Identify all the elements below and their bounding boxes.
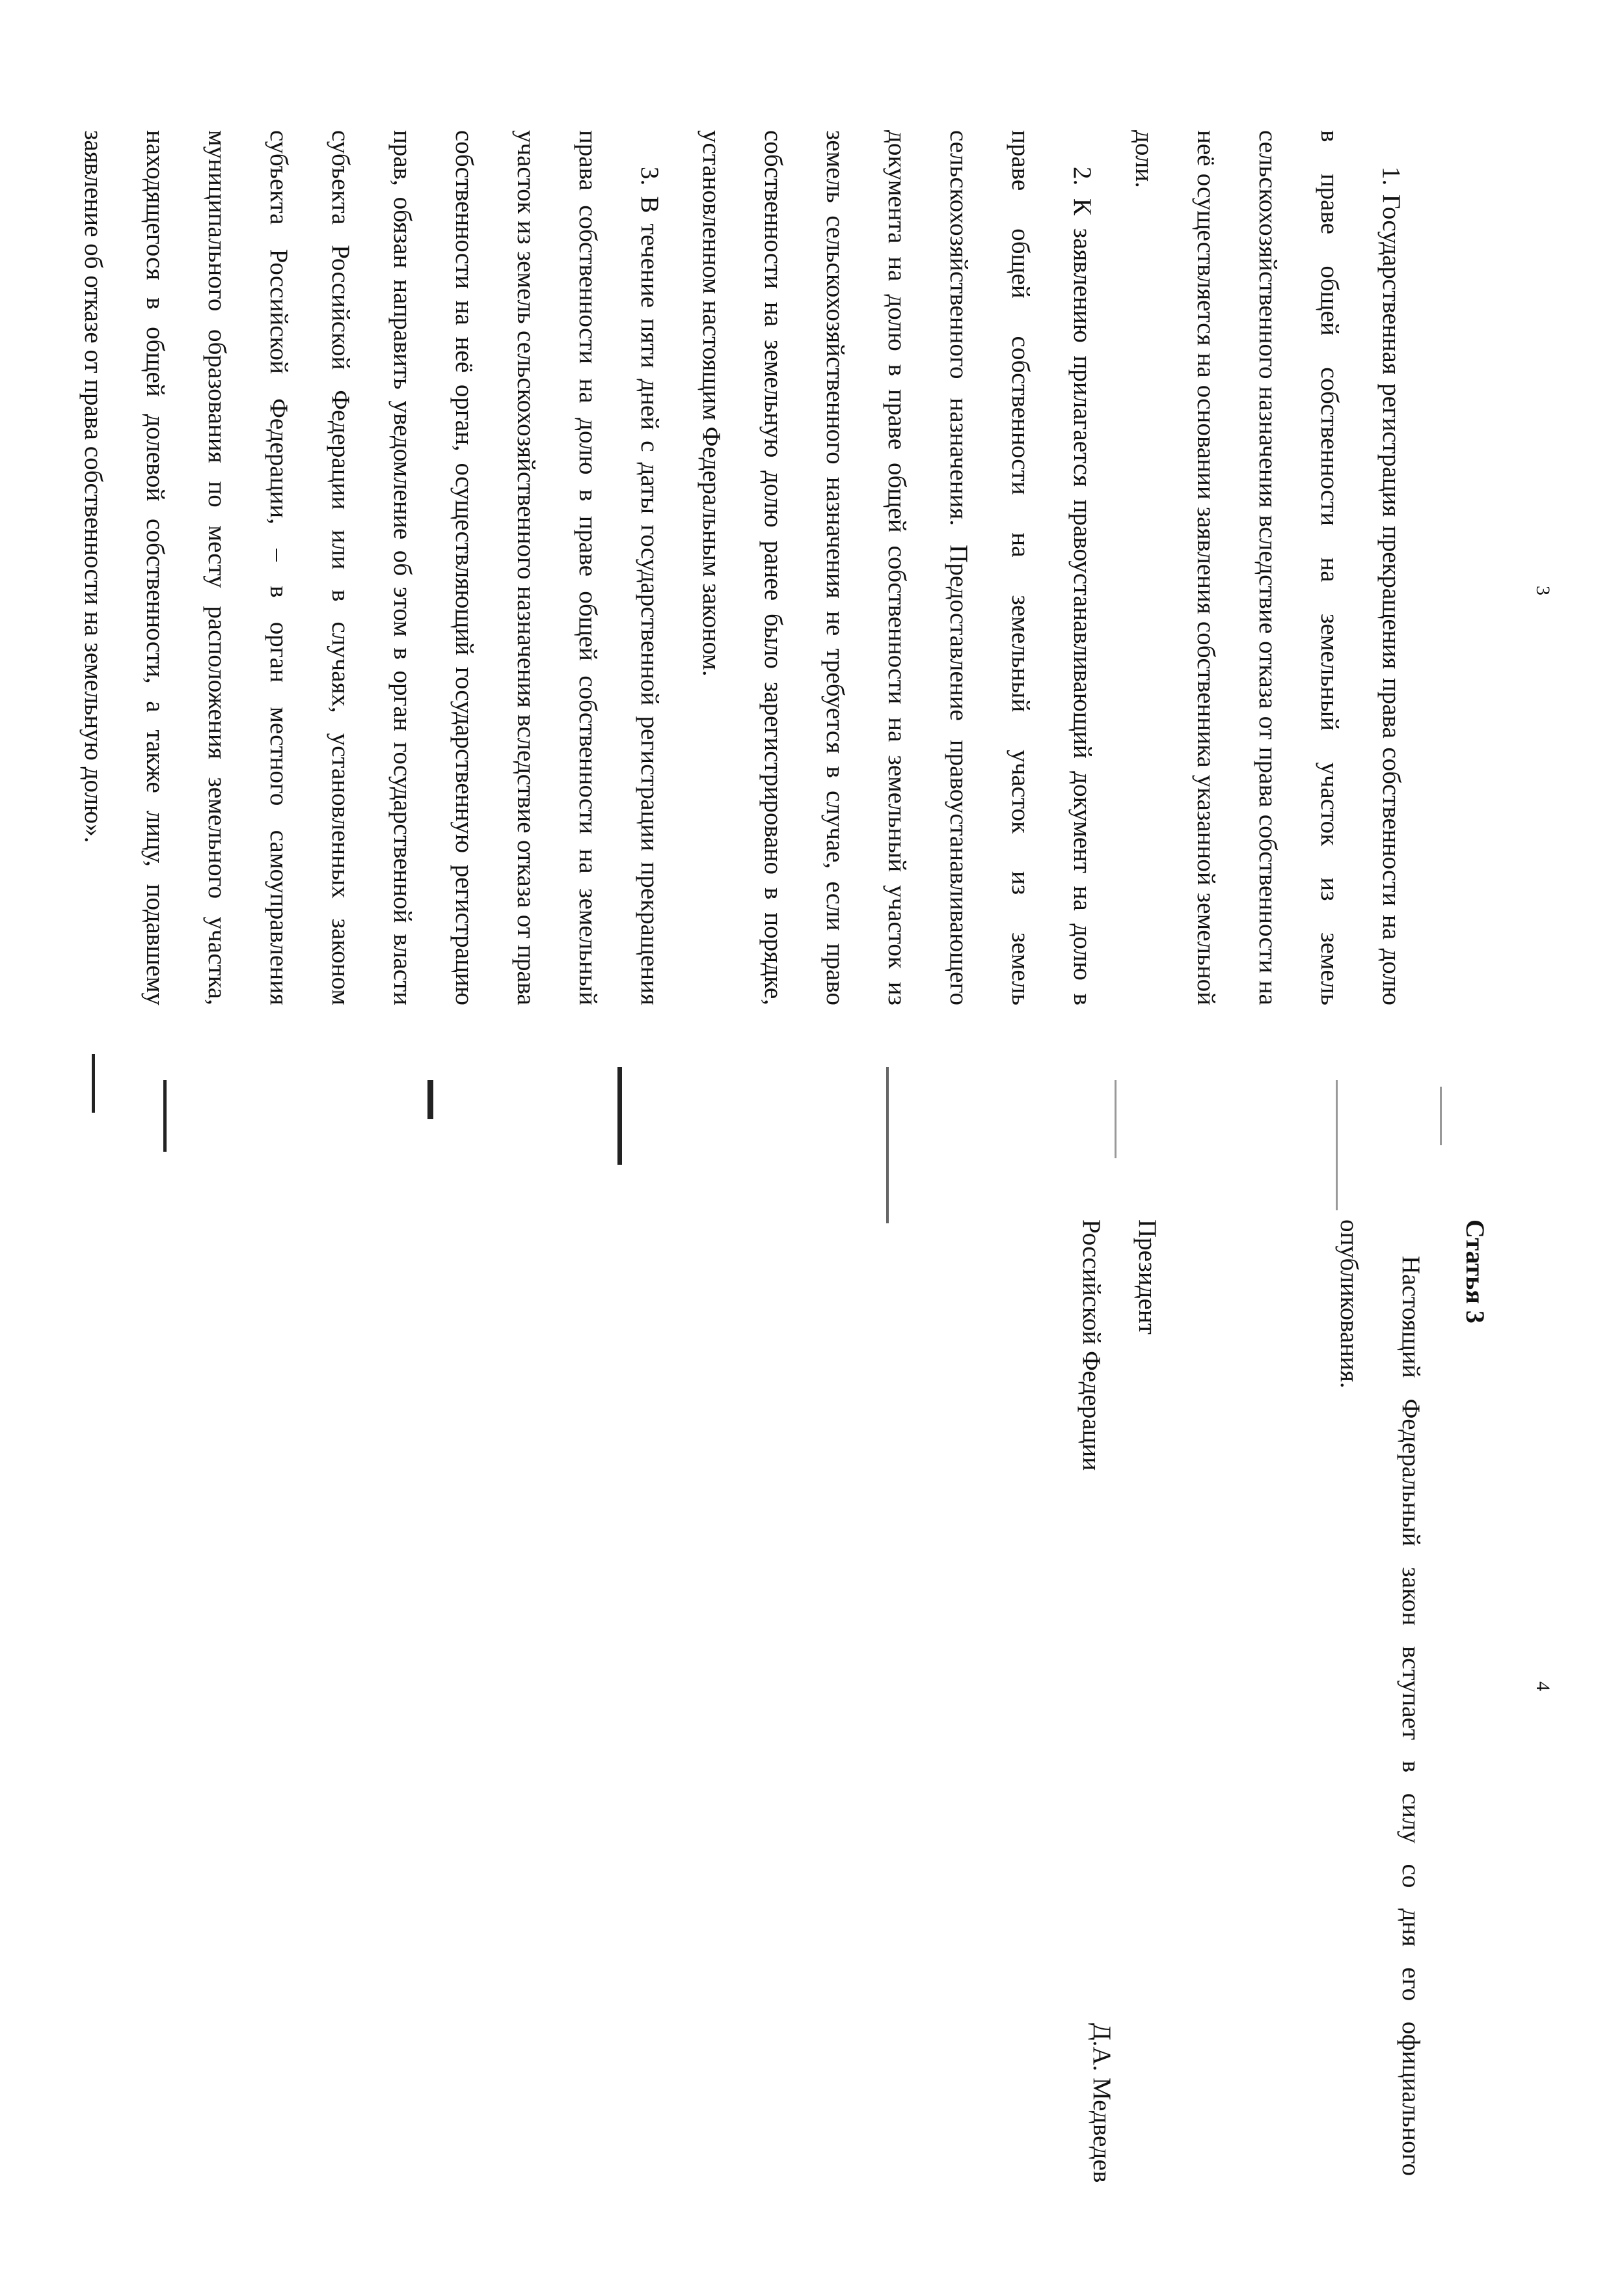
scan-artifact-line	[92, 1054, 95, 1113]
scan-artifact-line	[1440, 1087, 1442, 1145]
signatory-title	[1063, 1219, 1175, 1471]
article-title: Статья 3	[1461, 1219, 1490, 1324]
paragraph-1: 1. Государственная регистрация прекращения права собственности на долю в праве общей собственности на земельный участок из земель сельскохозяйственного назначения вследствие отказа от права собственности на неё осуществляется на основании заявления собственника указанной земельной доли.	[1130, 130, 1405, 1005]
paragraph-3: 3. В течение пяти дней с даты государственной регистрации прекращения права собственности на долю в праве общей собственности на земельный участок из земель сельскохозяйственного назначения вследствие отказа от права собственности на неё орган, осуществляющий государственную регистрацию прав, обязан направить уведомление об этом в орган государственной власти субъекта Российской Федерации или в случаях, установленных законом субъекта Российской Федерации, – в орган местного самоуправления муниципального образования по месту расположения земельного участка, находящегося в общей долевой собственности, а также лицу, подавшему заявление об отказе от права собственности на земельную долю».	[79, 130, 664, 1005]
page-number: 3	[1532, 586, 1554, 595]
scan-artifact-line	[427, 1080, 433, 1119]
paragraph-2: 2. К заявлению прилагается правоустанавливающий документ на долю в праве общей собственности на земельный участок из земель сельскохозяйственного назначения. Предоставление правоустанавливающего документа на долю в праве общей собственности на земельный участок из земель сельскохозяйственного назначения не требуется в случае, если право собственности на земельную долю ранее было зарегистрировано в порядке, установленном настоящим Федеральным законом.	[697, 130, 1096, 1005]
law-text-body	[62, 130, 1422, 1005]
page-number: 4	[1532, 1681, 1554, 1691]
signatory-name: Д.А. Медведев	[1088, 2023, 1116, 2183]
article-text	[1318, 1219, 1442, 2176]
signatory-title-line-1: Президент	[1133, 1219, 1161, 1335]
article-paragraph: Настоящий Федеральный закон вступает в силу со дня его официального опубликования.	[1335, 1219, 1425, 2176]
signatory-title-line-2: Российской Федерации	[1077, 1219, 1105, 1471]
page-4	[0, 1141, 1624, 2282]
